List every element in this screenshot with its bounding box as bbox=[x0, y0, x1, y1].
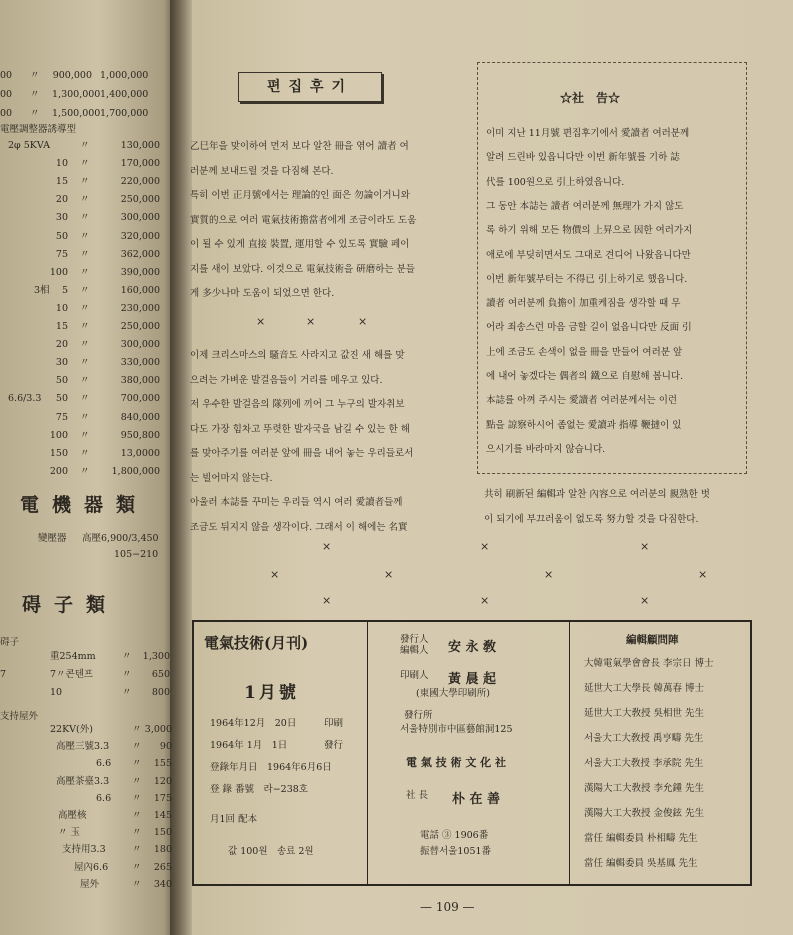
page-number: — 109 — bbox=[420, 900, 475, 914]
editorial-line: 게 多少나마 도움이 되었으면 한다. bbox=[190, 288, 335, 299]
advisor-entry: 漢陽大工大敎授 金俊鉉 先生 bbox=[584, 808, 705, 819]
table-cell: 〃 bbox=[132, 861, 142, 873]
notice-box bbox=[477, 62, 747, 474]
separator-mark: × bbox=[270, 568, 280, 581]
date-entry: 1964年 1月 1日 bbox=[210, 740, 288, 751]
table-cell: 6.6 bbox=[96, 758, 112, 770]
table-cell: 高壓茶臺3.3 bbox=[56, 775, 110, 787]
table-cell: 250,000 bbox=[120, 194, 160, 206]
table-cell: 950,800 bbox=[120, 429, 160, 441]
separator-mark: × bbox=[640, 594, 650, 607]
table-cell: 120 bbox=[153, 775, 172, 787]
table-cell: 50 bbox=[55, 393, 68, 405]
notice-line: 에 내어 놓겠다는 偶者의 鐵으로 自慰해 봅니다. bbox=[486, 371, 684, 382]
table-cell: 1,400,000 bbox=[100, 89, 149, 100]
colophon-box bbox=[192, 620, 752, 886]
date-label: 印刷 bbox=[324, 718, 344, 729]
notice-line: 이번 新年號부터는 不得已 引上하기로 했읍니다. bbox=[486, 273, 688, 285]
table-cell: 362,000 bbox=[120, 248, 160, 260]
table-cell: 6.6 bbox=[96, 792, 112, 804]
table-cell: 〃 bbox=[30, 70, 40, 81]
table-cell: 10 bbox=[50, 687, 63, 698]
table-cell: 100 bbox=[49, 429, 68, 441]
separator-mark: × bbox=[480, 594, 490, 607]
company-name: 電 氣 技 術 文 化 社 bbox=[406, 756, 506, 769]
table-cell: 300,000 bbox=[120, 212, 160, 224]
editorial-title: 편집후기 bbox=[238, 72, 382, 102]
table-cell: 〃 bbox=[80, 176, 90, 188]
table-cell: 〃 bbox=[80, 158, 90, 170]
table-cell: 〃 bbox=[132, 810, 142, 821]
separator-mark: × bbox=[306, 315, 316, 328]
table-cell: 75 bbox=[55, 248, 68, 260]
table-cell: 180 bbox=[153, 844, 172, 856]
notice-title: ☆社 告☆ bbox=[560, 91, 621, 105]
table-cell: 00 bbox=[0, 89, 13, 100]
table-cell: 300,000 bbox=[120, 339, 160, 351]
notice-line: 本誌를 아껴 주시는 愛讀者 여러분께서는 이런 bbox=[486, 395, 678, 407]
separator-mark: × bbox=[256, 315, 266, 328]
president-label: 社 長 bbox=[406, 790, 429, 801]
editorial-line: 아울러 本誌를 꾸미는 우리들 역시 여러 愛讀者들께 bbox=[190, 497, 403, 508]
distribution: 月1回 配本 bbox=[210, 814, 258, 825]
table-cell: 7 bbox=[0, 669, 7, 680]
editorial-line: 乙巳年을 맞이하여 먼저 보다 알찬 冊을 엮어 讀者 여 bbox=[190, 141, 409, 152]
date-entry: 1964年12月 20日 bbox=[210, 718, 297, 729]
notice-line: 어라 죄송스런 마음 금할 길이 없읍니다만 反面 引 bbox=[486, 322, 692, 334]
heading-insulators: 碍子類 bbox=[22, 594, 119, 616]
table-cell: 〃 bbox=[30, 108, 40, 119]
editorial-line: 實質的으로 여러 電氣技術擔當者에게 조금이라도 도움 bbox=[190, 214, 417, 226]
table-cell: 20 bbox=[55, 194, 68, 206]
table-cell: 1,500,000 bbox=[52, 108, 101, 119]
table-cell: 〃 bbox=[132, 844, 142, 856]
table-cell: 13,0000 bbox=[120, 447, 160, 459]
table-cell: 330,000 bbox=[120, 357, 160, 369]
heading-machines: 電機器類 bbox=[20, 494, 149, 516]
table-cell: 高壓核 bbox=[58, 810, 87, 821]
separator-mark: × bbox=[698, 568, 708, 581]
separator-mark: × bbox=[480, 540, 490, 553]
table-cell: 〃 bbox=[80, 321, 90, 332]
notice-line: 點을 諒察하시어 좀없는 愛讀과 指導 鞭撻이 있 bbox=[486, 419, 682, 431]
table-cell: 00 bbox=[0, 70, 13, 81]
advisors-title: 編輯顧問陣 bbox=[626, 634, 679, 646]
editorial-line: 이제 크리스마스의 騷音도 사라지고 값진 새 해를 맞 bbox=[190, 350, 405, 361]
separator-mark: × bbox=[358, 315, 368, 328]
phone: 電話 ③ 1906番 bbox=[420, 830, 489, 841]
table-cell: 50 bbox=[55, 375, 68, 387]
table-cell: 700,000 bbox=[120, 393, 160, 405]
table-cell: 900,000 bbox=[52, 70, 92, 81]
table-cell: 150 bbox=[153, 827, 172, 839]
notice-line: 讀者 여러분께 負擔이 加重케짐을 생각할 때 무 bbox=[486, 298, 681, 310]
table-cell: 130,000 bbox=[120, 140, 160, 151]
editorial-line: 는 빌어마지 않는다. bbox=[190, 472, 273, 484]
table-cell: 〃 bbox=[80, 411, 90, 423]
table-cell: 〃 bbox=[132, 827, 142, 839]
transformer-spec: 高壓6,900/3,450 bbox=[82, 533, 159, 544]
table-cell: 〃 bbox=[132, 724, 142, 735]
advisor-entry: 當任 編輯委員 吳基鳳 先生 bbox=[584, 858, 698, 869]
table-cell: 〃 bbox=[80, 230, 90, 242]
table-cell: 265 bbox=[153, 861, 172, 873]
notice-line: 애로에 부딪히면서도 그대로 견디어 나왔읍니다만 bbox=[486, 249, 691, 261]
office-label: 發行所 bbox=[404, 710, 433, 721]
table-cell: 30 bbox=[55, 212, 68, 224]
printer-label: 印刷人 bbox=[400, 670, 429, 681]
editorial-line: 러분께 보내드릴 것을 다짐해 본다. bbox=[190, 165, 334, 177]
printer-name: 黃 晨 起 bbox=[448, 672, 497, 687]
section-label: 電壓調整器誘導型 bbox=[0, 124, 77, 135]
printer-org: (東國大學印刷所) bbox=[416, 688, 490, 699]
date-entry: 登 錄 番號 라−238호 bbox=[210, 784, 308, 795]
editorial-line: 저 우수한 발걸음의 隊列에 끼어 그 누구의 발자취보 bbox=[190, 399, 405, 410]
support-section: 支持屋外 bbox=[0, 711, 39, 722]
table-cell: 5 bbox=[61, 284, 68, 296]
table-cell: 〃 bbox=[30, 89, 40, 100]
publisher-name: 安 永 敎 bbox=[448, 640, 497, 655]
editorial-line: 특히 이번 正月號에서는 理論的인 面은 勿論이거니와 bbox=[190, 190, 410, 201]
editorial-line: 조금도 뒤지지 않을 생각이다. 그래서 이 해에는 名實 bbox=[190, 521, 408, 533]
table-cell: 〃 bbox=[132, 878, 142, 890]
separator-mark: × bbox=[322, 594, 332, 607]
advisor-entry: 延世大工大學長 韓萬春 博士 bbox=[584, 683, 705, 694]
table-cell: 2φ 5KVA bbox=[8, 140, 50, 151]
table-cell: 高壓三號3.3 bbox=[56, 741, 110, 753]
table-cell: 〃 bbox=[80, 284, 90, 296]
date-label: 發行 bbox=[324, 740, 344, 751]
table-cell: 1,000,000 bbox=[100, 70, 149, 81]
table-cell: 〃 bbox=[122, 669, 132, 680]
table-cell: 1,300 bbox=[142, 651, 170, 662]
table-cell: 〃 bbox=[132, 758, 142, 770]
advisor-entry: 서울大工大敎授 李承院 先生 bbox=[584, 758, 704, 769]
editorial-line: 으려는 가벼운 발걸음들이 거리를 메우고 있다. bbox=[190, 374, 383, 386]
magazine-title: 電氣技術(月刊) bbox=[204, 634, 309, 652]
table-cell: 170,000 bbox=[120, 158, 160, 170]
table-cell: 〃 bbox=[132, 775, 142, 787]
notice-line: 그 동안 本誌는 讀者 여러분께 無理가 가지 않도 bbox=[486, 200, 684, 212]
advisor-entry: 當任 編輯委員 朴相疇 先生 bbox=[584, 833, 698, 844]
separator-mark: × bbox=[322, 540, 332, 553]
table-cell: 00 bbox=[0, 108, 13, 119]
table-cell: 〃 bbox=[80, 465, 90, 477]
table-cell: 〃 bbox=[80, 339, 90, 351]
table-cell: 〃 bbox=[80, 393, 90, 405]
issue-label: 1月號 bbox=[244, 683, 299, 703]
president-name: 朴 在 善 bbox=[452, 792, 501, 807]
notice-line: 록 하기 위해 모든 物價의 上昇으로 因한 여러가지 bbox=[486, 225, 693, 237]
table-cell: 支持用3.3 bbox=[62, 844, 106, 856]
table-cell: 320,000 bbox=[120, 230, 160, 242]
table-cell: 160,000 bbox=[120, 284, 160, 296]
table-cell: 100 bbox=[49, 266, 68, 278]
table-cell: 840,000 bbox=[120, 411, 160, 423]
table-cell: 30 bbox=[55, 357, 68, 369]
notice-line: 이미 지난 11月號 편집후기에서 愛讀者 여러분께 bbox=[486, 128, 690, 139]
editorial-line: 를 맞아주기를 여러분 앞에 冊을 내어 놓는 우리들로서 bbox=[190, 448, 414, 459]
table-cell: 220,000 bbox=[120, 176, 160, 188]
table-cell: 1,800,000 bbox=[111, 465, 160, 477]
transformer-label: 變壓器 bbox=[38, 533, 67, 544]
notice-line: 으시기를 바라마지 않습니다. bbox=[486, 443, 606, 455]
table-cell: 20 bbox=[55, 339, 68, 351]
table-cell: 340 bbox=[153, 878, 172, 890]
editorial-continuation-2: 이 되기에 부끄러움이 없도록 努力할 것을 다짐한다. bbox=[484, 514, 699, 525]
table-cell: 〃 bbox=[80, 302, 90, 314]
table-cell: 〃 玉 bbox=[58, 827, 81, 839]
table-cell: 150 bbox=[49, 447, 68, 459]
table-cell: 〃 bbox=[80, 248, 90, 260]
table-cell: 380,000 bbox=[120, 375, 160, 387]
table-cell: 145 bbox=[153, 810, 172, 821]
table-cell: 屋內6.6 bbox=[74, 861, 109, 873]
book-gutter bbox=[170, 0, 192, 935]
notice-line: 代를 100원으로 引上하였읍니다. bbox=[486, 176, 625, 188]
notice-line: 上에 조금도 손색이 없을 冊을 만들어 여러분 앞 bbox=[486, 346, 683, 358]
table-cell: 〃 bbox=[80, 357, 90, 369]
table-cell: 屋外 bbox=[80, 878, 100, 890]
table-cell: 重254mm bbox=[50, 651, 96, 662]
table-cell: 3相 bbox=[34, 284, 50, 296]
price: 값 100원 송료 2원 bbox=[228, 846, 314, 857]
notice-line: 알려 드린바 있읍니다만 이번 新年號를 기하 誌 bbox=[486, 152, 680, 164]
advisor-entry: 漢陽大工大敎授 李允鍾 先生 bbox=[584, 783, 705, 794]
table-cell: 15 bbox=[55, 321, 68, 332]
table-cell: 〃 bbox=[80, 375, 90, 387]
publisher-label: 發行人 編輯人 bbox=[400, 634, 429, 656]
separator-mark: × bbox=[384, 568, 394, 581]
table-cell: 250,000 bbox=[120, 321, 160, 332]
table-cell: 〃 bbox=[132, 741, 142, 753]
giro: 振替서울1051番 bbox=[420, 846, 492, 857]
table-cell: 22KV(外) bbox=[50, 724, 93, 735]
table-cell: 6.6/3.3 bbox=[8, 393, 42, 405]
table-cell: 175 bbox=[153, 792, 172, 804]
table-cell: 〃 bbox=[80, 429, 90, 441]
table-cell: 390,000 bbox=[120, 266, 160, 278]
table-cell: 10 bbox=[55, 158, 68, 170]
table-cell: 1,700,000 bbox=[100, 108, 149, 119]
table-cell: 800 bbox=[151, 687, 170, 698]
insulator-section: 碍子 bbox=[0, 637, 20, 648]
table-cell: 1,300,000 bbox=[52, 89, 101, 100]
table-cell: 3,000 bbox=[144, 724, 172, 735]
table-cell: 〃 bbox=[80, 194, 90, 206]
table-cell: 50 bbox=[55, 230, 68, 242]
table-cell: 200 bbox=[49, 465, 68, 477]
advisor-entry: 延世大工大敎授 吳相世 先生 bbox=[584, 708, 705, 719]
table-cell: 〃 bbox=[122, 687, 132, 698]
table-cell: 90 bbox=[159, 741, 172, 753]
table-cell: 〃 bbox=[80, 447, 90, 459]
table-cell: 〃 bbox=[122, 651, 132, 662]
table-cell: 〃 bbox=[80, 140, 90, 151]
separator-mark: × bbox=[544, 568, 554, 581]
separator-mark: × bbox=[640, 540, 650, 553]
transformer-range: 105−210 bbox=[114, 549, 159, 560]
editorial-line: 이 될 수 있게 直接 裝置, 運用할 수 있도록 實驗 페이 bbox=[190, 239, 410, 250]
table-cell: 〃 bbox=[80, 266, 90, 278]
table-cell: 650 bbox=[151, 669, 170, 680]
table-cell: 15 bbox=[55, 176, 68, 188]
advisor-entry: 大韓電氣學會會長 李宗日 博士 bbox=[584, 658, 714, 669]
table-cell: 230,000 bbox=[120, 302, 160, 314]
table-cell: 155 bbox=[153, 758, 172, 770]
table-cell: 〃 bbox=[132, 792, 142, 804]
table-cell: 〃 bbox=[80, 212, 90, 224]
table-cell: 7〃콘텐프 bbox=[50, 669, 94, 680]
advisor-entry: 서울大工大敎授 禹亨疇 先生 bbox=[584, 733, 704, 744]
office-address: 서울特別市中區藝館洞125 bbox=[400, 724, 513, 735]
editorial-continuation: 共히 刷新된 編輯과 알찬 內容으로 여러분의 親熟한 벗 bbox=[484, 489, 710, 500]
editorial-line: 다도 가장 힘차고 뚜렷한 발자국을 남길 수 있는 한 해 bbox=[190, 423, 410, 435]
editorial-line: 지를 새이 보았다. 이것으로 電氣技術을 硏磨하는 분들 bbox=[190, 263, 415, 275]
table-cell: 75 bbox=[55, 411, 68, 423]
date-entry: 登錄年月日 1964年6月6日 bbox=[210, 762, 332, 773]
table-cell: 10 bbox=[55, 302, 68, 314]
